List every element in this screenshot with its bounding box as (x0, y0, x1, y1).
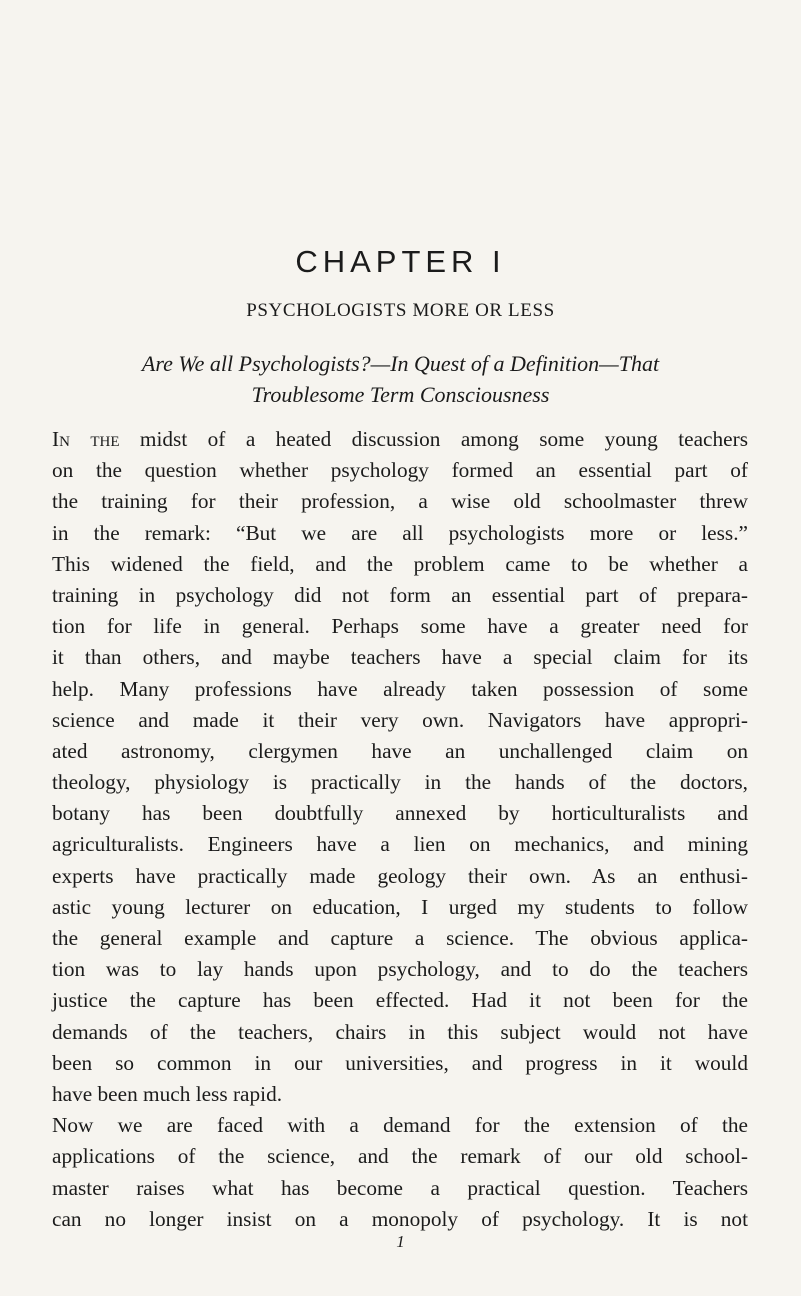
text-line: in the remark: “But we are all psychologists more or less.” (52, 520, 748, 545)
text-line: training in psychology did not form an essential part of prepara- (52, 582, 748, 607)
text-line: the training for their profession, a wise old schoolmaster threw (52, 489, 748, 514)
text-line: This widened the field, and the problem came to be whether a (52, 551, 748, 576)
text-line: science and made it their very own. Navigators have appropri- (52, 707, 748, 732)
text-line: master raises what has become a practical question. Teachers (52, 1175, 748, 1200)
text-line: on the question whether psychology formed an essential part of (52, 458, 748, 483)
text-line: applications of the science, and the remark of our old school- (52, 1144, 748, 1169)
text-line: help. Many professions have already taken possession of some (52, 676, 748, 701)
subtitle-line: Troublesome Term Consciousness (251, 382, 550, 407)
opening-smallcaps: In the (52, 427, 120, 451)
page-number: 1 (396, 1232, 405, 1251)
text-line: demands of the teachers, chairs in this subject would not have (52, 1019, 748, 1044)
text-line: tion was to lay hands upon psychology, and to do the teachers (52, 957, 748, 982)
text-line: experts have practically made geology their own. As an enthusi- (52, 863, 748, 888)
chapter-title: PSYCHOLOGISTS MORE OR LESS (246, 300, 555, 321)
text-line: ated astronomy, clergymen have an unchallenged claim on (52, 738, 748, 763)
text-line: been so common in our universities, and progress in it would (52, 1050, 748, 1075)
text-line: botany has been doubtfully annexed by horticulturalists and (52, 801, 748, 826)
text-line: agriculturalists. Engineers have a lien on mechanics, and mining (52, 832, 748, 857)
text-line: the general example and capture a science. The obvious applica- (52, 926, 748, 950)
text-line: tion for life in general. Perhaps some have a greater need for (52, 614, 748, 639)
text-line: Now we are faced with a demand for the extension of the (52, 1113, 748, 1138)
chapter-subtitle (58, 348, 743, 410)
text-line: have been much less rapid. (52, 1081, 283, 1106)
text-line: astic young lecturer on education, I urged my students to follow (52, 894, 748, 919)
subtitle-line: Are We all Psychologists?—In Quest of a Definition—That (141, 351, 660, 376)
text-line: can no longer insist on a monopoly of psychology. It is not (52, 1206, 748, 1231)
text-line: theology, physiology is practically in the hands of the doctors, (52, 770, 748, 795)
chapter-heading: CHAPTER I (295, 244, 506, 279)
text-line: it than others, and maybe teachers have a special claim for its (52, 645, 748, 670)
text-line-rest: midst of a heated discussion among some young teachers (119, 427, 748, 451)
body-text (52, 424, 748, 1235)
text-line: justice the capture has been effected. Had it not been for the (52, 988, 748, 1013)
text-line (52, 424, 748, 455)
